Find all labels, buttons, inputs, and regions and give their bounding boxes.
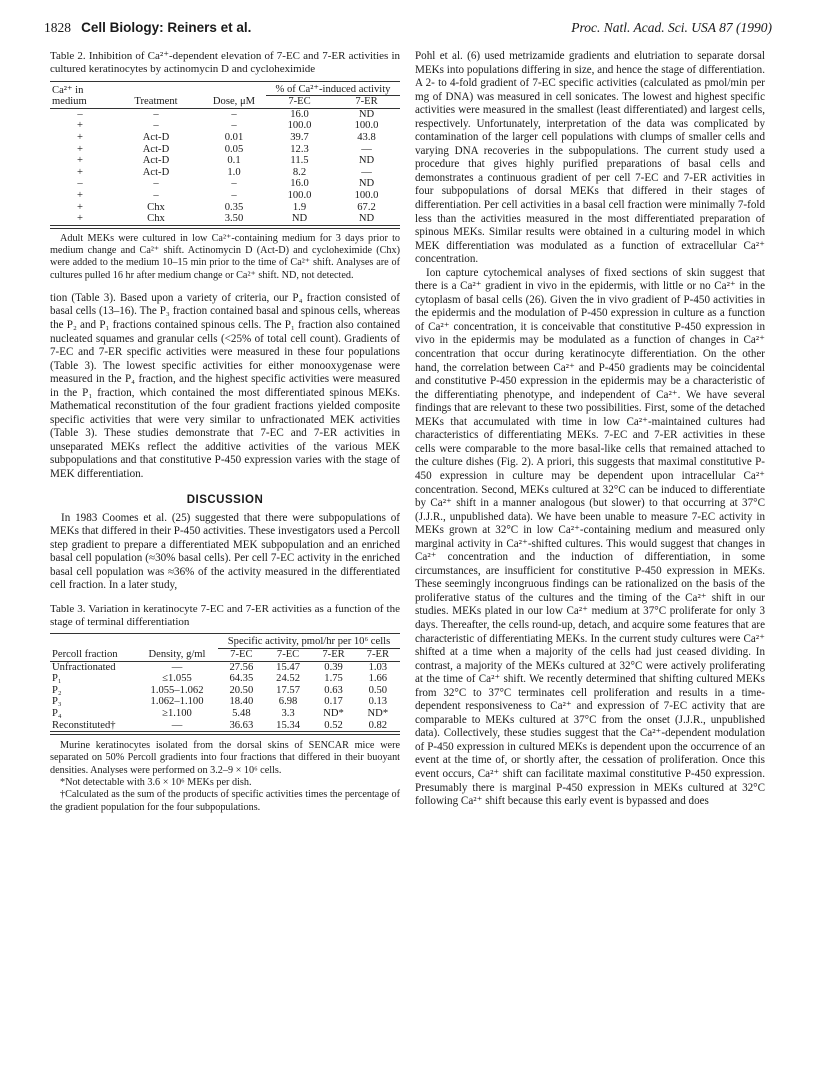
header-left xyxy=(44,20,251,36)
table2-row xyxy=(50,155,400,167)
table3-cell: 24.52 xyxy=(276,673,300,685)
table2-row xyxy=(50,190,400,202)
table3-row xyxy=(50,708,400,720)
table3-cell: 20.50 xyxy=(229,684,254,696)
table3-header-group: Specific activity, pmol/hr per 10⁶ cells xyxy=(218,634,400,649)
table2-cell: 16.0 xyxy=(290,108,309,120)
table2-cell: 1.9 xyxy=(292,201,307,213)
page-header xyxy=(44,20,772,40)
table2-cell: 100.0 xyxy=(287,189,312,201)
table3-row xyxy=(50,673,400,685)
table3-cell: 0.63 xyxy=(324,684,343,696)
table2-cell: 43.8 xyxy=(357,131,376,143)
table3-cell: P₄ xyxy=(52,708,62,719)
table3-cell: 0.39 xyxy=(324,661,343,673)
table3-cell: 1.75 xyxy=(324,673,343,685)
table3-cell: ≥1.100 xyxy=(162,708,192,719)
table2-cell: + xyxy=(77,213,83,225)
table3-cell: 17.57 xyxy=(276,684,300,696)
table2-cell: 100.0 xyxy=(354,189,379,201)
table3-note-2: *Not detectable with 3.6 × 10⁶ MEKs per dish. xyxy=(60,777,252,789)
table2-cell: – xyxy=(231,178,237,190)
right-column xyxy=(415,50,765,809)
table2-row xyxy=(50,213,400,225)
table2-cell: ND xyxy=(358,155,375,167)
table3-cell: 6.98 xyxy=(278,696,298,708)
table2-row xyxy=(50,178,400,190)
table3-cell: 0.17 xyxy=(324,696,343,708)
page-number: 1828 xyxy=(44,20,71,35)
table3-cell: 64.35 xyxy=(229,673,254,685)
table2-cell: 16.0 xyxy=(290,178,309,190)
table2-cell: ND xyxy=(358,213,375,225)
table2-header-row-1 xyxy=(50,81,400,96)
table3-cell: 1.66 xyxy=(368,673,388,685)
table3-cell: P₃ xyxy=(52,696,62,708)
table2 xyxy=(50,81,400,226)
table3-cell: 3.3 xyxy=(281,708,295,719)
table2-cell: Act-D xyxy=(142,166,170,178)
table2-cell: 1.0 xyxy=(227,166,241,178)
table3-cell: 1.062–1.100 xyxy=(150,696,204,708)
table2-cell: Act-D xyxy=(142,131,170,143)
table2-row xyxy=(50,108,400,120)
table2-cell: – xyxy=(231,120,237,132)
table2-cell: ND xyxy=(358,178,375,190)
table2-cell: + xyxy=(77,201,83,213)
table2-cell: 0.1 xyxy=(227,155,241,167)
table2-cell: 11.5 xyxy=(290,155,309,167)
table3-header-density: Density, g/ml xyxy=(148,649,206,661)
table2-cell: Act-D xyxy=(142,155,170,167)
table3-cell: P₂ xyxy=(52,684,62,696)
table2-cell: + xyxy=(77,143,83,155)
table2-cell: Chx xyxy=(147,201,165,213)
table2-cell: — xyxy=(361,166,372,178)
table3-cell: ND* xyxy=(323,708,344,719)
table2-cell: Act-D xyxy=(142,143,170,155)
table3-row xyxy=(50,720,400,732)
table2-cell: 0.01 xyxy=(224,131,244,143)
table2-row xyxy=(50,167,400,179)
table2-row xyxy=(50,144,400,156)
table3-cell: ND* xyxy=(367,708,389,719)
table2-cell: 0.35 xyxy=(224,201,244,213)
table3-cell: — xyxy=(171,719,183,731)
table2-header-treatment: Treatment xyxy=(134,96,178,108)
table3-cell: Unfractionated xyxy=(52,661,116,673)
table3-cell: ≤1.055 xyxy=(162,673,192,685)
table2-header-dose: Dose, μM xyxy=(212,96,256,108)
table3-cell: 18.40 xyxy=(229,696,254,708)
table3-cell: — xyxy=(171,661,183,673)
table2-cell: + xyxy=(77,131,83,143)
table2-row xyxy=(50,132,400,144)
table2-header-group: % of Ca²⁺-induced activity xyxy=(266,81,400,96)
table2-cell: + xyxy=(77,189,83,201)
table3-header-row-1 xyxy=(50,634,400,649)
table2-header-er: 7-ER xyxy=(355,96,378,108)
table2-footnote: Adult MEKs were cultured in low Ca²⁺-containing medium for 3 days prior to medium change and Ca²⁺ shift. Actinomycin D (Act-D) and cycloheximide (Chx) were added to the medium 10–15 min prior to the time of Ca²⁺ shift. Analyses are of cultures pulled 16 hr after medium change or Ca²⁺ shift. ND, not detected. xyxy=(50,228,400,282)
section-title: Cell Biology: Reiners et al. xyxy=(81,20,252,35)
table3-cell: 0.52 xyxy=(324,719,343,731)
table3-note-3: †Calculated as the sum of the products of specific activities times the percentage of the gradient population for the four subpopulations. xyxy=(50,789,400,813)
table3-cell: 15.34 xyxy=(276,719,300,731)
table3-header-c2: 7-EC xyxy=(276,649,300,661)
table3-cell: Reconstituted† xyxy=(52,719,116,731)
table2-cell: 100.0 xyxy=(354,120,379,132)
table2-cell: Chx xyxy=(147,213,165,225)
table2-cell: – xyxy=(153,120,159,132)
table2-cell: + xyxy=(77,120,83,132)
left-column xyxy=(50,50,400,814)
table2-cell: 8.2 xyxy=(292,166,307,178)
table3-header-c1: 7-EC xyxy=(230,649,253,661)
right-paragraph-2: Ion capture cytochemical analyses of fixed sections of skin suggest that there is a Ca²⁺ gradient in vivo in the epidermis, with little or no Ca²⁺ in the cytoplasm of basal cells (26). Given the in vivo gradient of P-450 activities in the epidermis and the modulation of P-450 expression in culture as a function of Ca²⁺ concentration, it is conceivable that constitutive P-450 expression in vivo in the epidermis may be modulated as a function of changes in Ca²⁺ concentration that occur during keratinocyte differentiation. On the other hand, the correlation between Ca²⁺ and P-450 gradients may be coincidental and constitutive P-450 expression in the epidermis may be a characteristic of the differentiating phenotype, and independent of Ca²⁺. We have several findings that are relevant to these two possibilities. First, some of the detached MEKs that accumulated with time in low Ca²⁺-maintained cultures had characteristics of differentiating MEKs. 7-EC and 7-ER activities in these cells were comparable to the more basal-like cells that remained attached to the culture dishes (Fig. 2). A priori, this suggests that maximal constitutive P-450 expression in culture may be dependent upon intracellular Ca²⁺ concentration. Second, MEKs cultured at 32°C can be induced to differentiate by Ca²⁺ shift in a manner analogous (but slower) to that occurring at 37°C (J.J.R., unpublished data). We have been unable to measure 7-EC activity in MEKs grown at 32°C in low Ca²⁺-containing medium and measured only marginal activity in Ca²⁺-shifted cultures. This would suggest that changes in Ca²⁺ concentration and the induction of differentiation, in some circumstances, are insufficient for constitutive P-450 expression in MEKs. These seemingly incongruous findings can be rationalized on the basis of the proliferative status of the cultures and the timing of the Ca²⁺ shift in our studies. MEKs plated in our low Ca²⁺ medium at 37°C proliferate for only 3 days. Thereafter, the cells round-up, detach, and acquire some features that are characteristic of differentiating MEKs. In the current study cultures were Ca²⁺ shifted at a time when a majority of the cells had just ceased dividing. In contrast, a majority of the MEKs cultured at 32°C were actively proliferating at the time of Ca²⁺ shift. We recently determined that shifting cultured MEKs from 32°C to 37°C terminates cell proliferation and results in a time-dependent responsiveness to Ca²⁺ and expression of 7-EC activity that are comparable to MEKs cultured at 37°C from the onset (J.J.R., unpublished data). Collectively, these studies suggest that the Ca²⁺-dependent modulation of P-450 expression in cultured MEKs is dependent upon the occurrence of an event at the time of, or shortly after, the cessation of proliferation. Once this event occurs, Ca²⁺ shift can facilitate maximal constitutive P-450 expression. Presumably there is marginal P-450 expression in MEKs cultured at 32°C following Ca²⁺ shift because this early event is bypassed and does xyxy=(415,266,765,808)
table2-cell: – xyxy=(153,178,159,190)
table2-cell: ND xyxy=(291,213,308,225)
table3-header-fraction: Percoll fraction xyxy=(52,649,118,661)
table2-body xyxy=(50,108,400,225)
table2-row xyxy=(50,202,400,214)
table3-row xyxy=(50,685,400,697)
table3-cell: 15.47 xyxy=(276,661,300,673)
table2-cell: + xyxy=(77,155,83,167)
table2-cell: — xyxy=(361,143,372,155)
table3 xyxy=(50,633,400,732)
table2-cell: 12.3 xyxy=(290,143,309,155)
results-paragraph: tion (Table 3). Based upon a variety of criteria, our P₄ fraction consisted of basal cells (13–16). The P₃ fraction contained basal and spinous cells, whereas the P₂ and P₁ fractions contained spinous cells. The P₁ fraction also contained nucleated squames and granular cells (<25% of total cell count). Gradients of 7-EC and 7-ER specific activities were measured in these four populations (Table 3). The lowest specific activities for either monooxygenase were measured in the P₄ fraction, and the highest specific activities were measured in the P₁ fraction, which contained the most differentiated spinous MEKs. Mathematical reconstitution of the four gradient fractions yielded composite specific activities that were very similar to unfractionated MEK activities (Table 3). These studies demonstrate that 7-EC and 7-ER activities in unseparated MEKs reflect the additive activities of the various MEK subpopulations and that constitutive P-450 expression varies with the stage of MEK differentiation. xyxy=(50,291,400,481)
table3-row xyxy=(50,696,400,708)
table3-note-1: Murine keratinocytes isolated from the dorsal skins of SENCAR mice were separated on 50% Percoll gradients into four fractions that differed in their buoyant densities. Analyses were performed on 3.2–9 × 10⁶ cells. xyxy=(50,740,400,776)
table2-cell: 100.0 xyxy=(287,120,312,132)
table3-caption: Table 3. Variation in keratinocyte 7-EC and 7-ER activities as a function of the stage of terminal differentiation xyxy=(50,602,400,629)
table2-cell: 39.7 xyxy=(290,131,309,143)
table2-row xyxy=(50,120,400,132)
table3-body xyxy=(50,661,400,732)
table3-cell: P₁ xyxy=(52,673,62,685)
table2-cell: 0.05 xyxy=(224,143,244,155)
table3-header-c4: 7-ER xyxy=(366,649,390,661)
discussion-heading: DISCUSSION xyxy=(186,493,264,506)
table3-cell: 1.03 xyxy=(368,661,388,673)
table3-cell: 0.13 xyxy=(368,696,388,708)
table2-cell: – xyxy=(153,108,159,120)
table2-cell: ND xyxy=(358,108,375,120)
table2-caption: Table 2. Inhibition of Ca²⁺-dependent elevation of 7-EC and 7-ER activities in cultured keratinocytes by actinomycin D and cycloheximide xyxy=(50,50,400,76)
table3-cell: 0.50 xyxy=(368,684,388,696)
table2-cell: – xyxy=(77,108,83,120)
table3-header-c3: 7-ER xyxy=(322,649,345,661)
table2-cell: 67.2 xyxy=(357,201,376,213)
table3-cell: 36.63 xyxy=(229,719,254,731)
table3-notes xyxy=(50,734,400,814)
table2-cell: – xyxy=(77,178,83,190)
journal-citation: Proc. Natl. Acad. Sci. USA 87 (1990) xyxy=(571,20,772,35)
table3-row xyxy=(50,661,400,673)
table2-cell: – xyxy=(231,189,237,201)
table3-cell: 0.82 xyxy=(368,719,388,731)
table3-cell: 27.56 xyxy=(229,661,254,673)
table2-header-ca: Ca²⁺ in medium xyxy=(52,84,87,108)
table2-cell: – xyxy=(231,108,237,120)
table2-header-ec: 7-EC xyxy=(288,96,311,108)
table2-cell: 3.50 xyxy=(224,213,244,225)
discussion-paragraph: In 1983 Coomes et al. (25) suggested that there were subpopulations of MEKs that differed in their P-450 activities. These investigators used a Percoll step gradient to prepare a differentiated MEK subpopulation and an enriched basal cell population (≈30% basal cells). Per cell 7-EC activity in the enriched basal cell population was ≈36% of the activity measured in the differentiated cell fraction. In a later study, xyxy=(50,511,400,592)
table3-cell: 1.055–1.062 xyxy=(150,684,204,696)
table2-cell: – xyxy=(153,189,159,201)
table2-cell: + xyxy=(77,166,83,178)
table3-cell: 5.48 xyxy=(232,708,251,719)
right-paragraph-1: Pohl et al. (6) used metrizamide gradients and elutriation to separate dorsal MEKs into populations differing in size, and hence the stage of differentiation. A 2- to 4-fold gradient of 7-EC specific activities (calculated as pmol/min per mg of DNA) was measured in cell sonicates. The lowest and highest specific activities were measured in the smallest (least differentiated) and largest cells, respectively. Unfortunately, interpretation of the data was complicated by contamination of the larger cell populations with clumps of smaller cells and varying DNA recoveries in the subpopulations. The current study used a procedure that gives highly purified preparations of basal cells and demonstrates a continuous gradient of per cell 7-EC and 7-ER activities in four subpopulations of dorsal MEKs that differed in their stages of differentiation. Per cell activities in a basal cell fraction were minimally 7-fold less than the activities measured in the most differentiated preparation of spinous MEKs. Similar results were obtained in a culturing model in which MEK differentiation was modulated as a function of extracellular Ca²⁺ concentration. xyxy=(415,50,765,266)
